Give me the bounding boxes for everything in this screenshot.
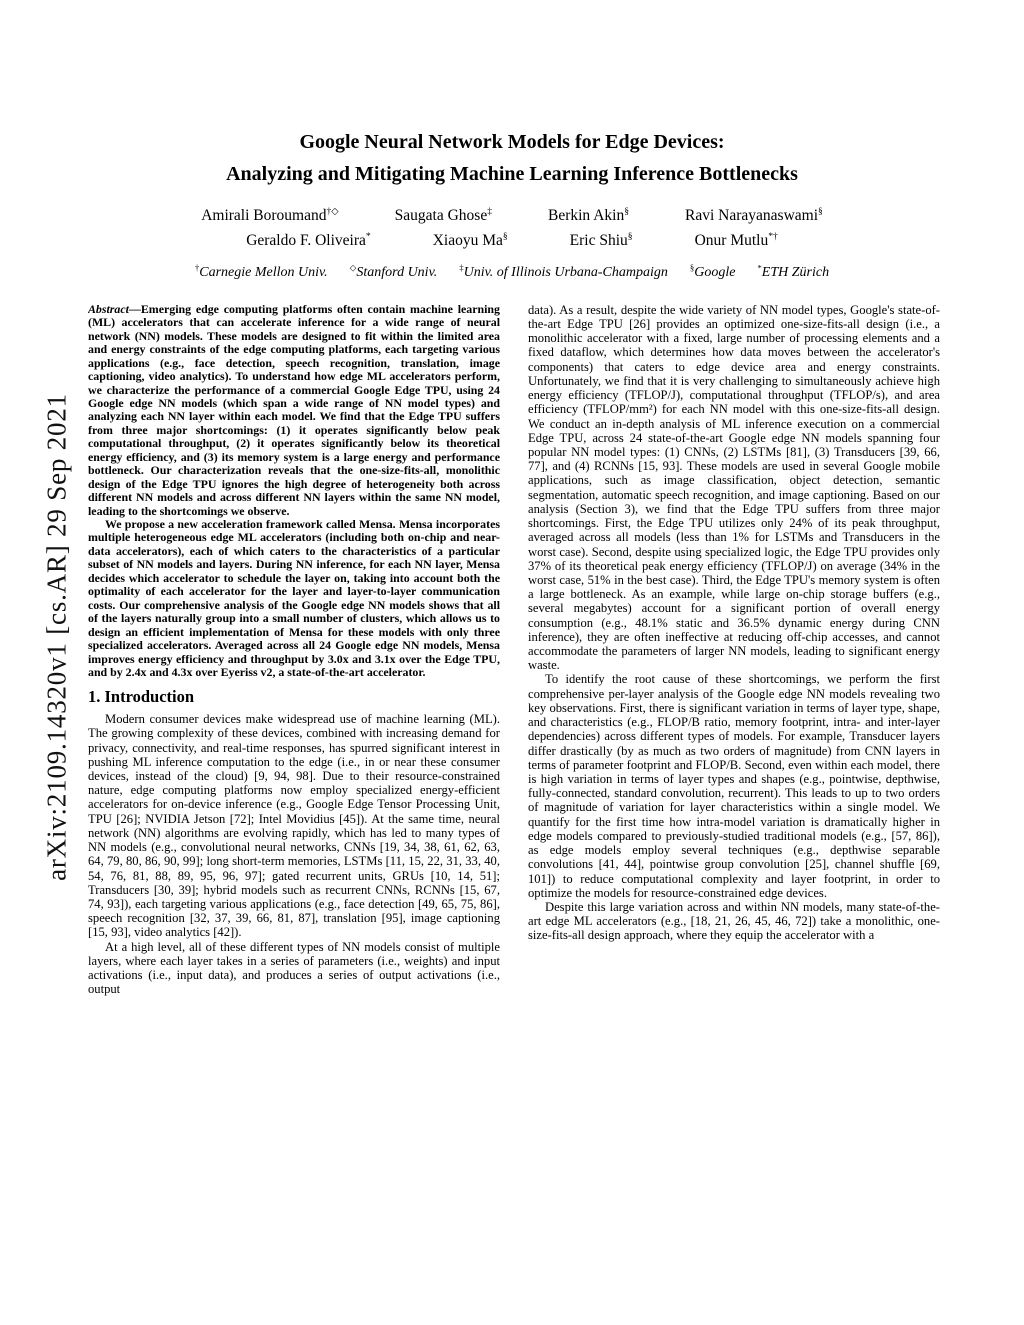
abstract-paragraph-2: We propose a new acceleration framework called Mensa. Mensa incorporates multiple heterogeneous edge ML accelerators (including both on-chip and near-data accelerators), each of which caters to the characteristics of a particular subset of NN models and layers. During NN inference, for each NN layer, Mensa decides which accelerator to schedule the layer on, taking into account both the optimality of each accelerator for the layer and layer-to-layer communication costs. Our comprehensive analysis of the Google edge NN models shows that all of the layers naturally group into a small number of clusters, which allows us to design an efficient implementation of Mensa for these models with only three specialized accelerators. Averaged across all 24 Google edge NN models, Mensa improves energy efficiency and throughput by 3.0x and 3.1x over the Edge TPU, and by 2.4x and 4.3x over Eyeriss v2, a state-of-the-art accelerator. [88,517,500,680]
section-1-heading: 1. Introduction [88,687,195,707]
author-affiliation-mark: § [818,205,823,217]
author-name: Ravi Narayanaswami [685,206,819,224]
intro-paragraph-1: Modern consumer devices make widespread use of machine learning (ML). The growing complexity of these devices, combined with increasing demand for privacy, connectivity, and real-time responses, has spurred significant interest in pushing ML inference computation to the edge (i.e., in or near these consumer devices, instead of the cloud) [9, 94, 98]. Due to their resource-constrained nature, edge computing platforms now employ specialized energy-efficient accelerators for on-device inference (e.g., Google Edge Tensor Processing Unit, TPU [26]; NVIDIA Jetson [72]; Intel Movidius [45]). At the same time, neural network (NN) algorithms are evolving rapidly, which has led to many types of NN models (e.g., convolutional neural networks, CNNs [19, 34, 38, 61, 62, 63, 64, 79, 80, 86, 90, 99]; long short-term memories, LSTMs [11, 15, 22, 31, 33, 40, 54, 76, 81, 88, 89, 95, 96, 97]; gated recurrent units, GRUs [10, 14, 51]; Transducers [30, 39]; hybrid models such as recurrent CNNs, RCNNs [15, 67, 74, 93]), each targeting various applications (e.g., face detection [49, 65, 75, 86], speech recognition [32, 37, 39, 66, 81, 87], translation [95], image captioning [15, 93], video analytics [42]). [88,712,500,940]
affiliation-name: Stanford Univ. [356,264,438,280]
abstract-paragraph-1 [88,303,500,518]
author-name: Saugata Ghose [394,206,488,224]
author [246,232,371,250]
authors-row-2 [0,232,1024,250]
affiliation-name: ETH Zürich [761,264,830,280]
two-column-body [0,303,1024,1233]
right-paragraph-2: To identify the root cause of these shortcomings, we perform the first comprehensive per-layer analysis of the Google edge NN models revealing two key observations. First, there is significant variation in terms of layer type, shape, and characteristics (e.g., FLOP/B ratio, memory footprint, intra- and inter-layer dependencies) across different types of models. For example, Transducer layers differ drastically (by as much as two orders of magnitude) from CNN layers in terms of parameter footprint and FLOP/B. Second, even within each model, there is high variation in terms of layer types and shapes (e.g., pointwise, depthwise, fully-connected, standard convolution, recurrent). This leads to up to two orders of magnitude of variation for layer characteristics within a single model. We quantify for the first time how intra-model variation is dramatically higher in edge models compared to previously-studied traditional models (e.g., [57, 86]), as edge models employ several techniques (e.g., depthwise separable convolutions [41, 44], pointwise group convolution [25], channel shuffle [69, 101]) to reduce computational complexity and layer footprint, in order to optimize the models for resource-constrained edge devices. [528,672,940,900]
affiliation [459,262,668,281]
author-name: Geraldo F. Oliveira [246,231,366,249]
affiliation-name: Univ. of Illinois Urbana-Champaign [463,264,668,280]
affiliation-name: Carnegie Mellon Univ. [199,264,328,280]
affiliations-line [0,262,1024,281]
affiliation-mark: ‡ [459,262,464,273]
affiliation-mark: ◇ [349,262,357,273]
affiliation [757,262,830,281]
author [570,232,633,250]
paper-title [0,126,1024,191]
author-name: Onur Mutlu [694,231,769,249]
author [685,207,823,225]
intro-paragraph-2: At a high level, all of these different types of NN models consist of multiple layers, where each layer takes in a series of parameters (i.e., weights) and input activations (i.e., input data), and produces a series of output activations (i.e., output [88,939,500,997]
author-affiliation-mark: * [365,230,371,242]
affiliation [689,262,736,281]
author-affiliation-mark: †◇ [326,205,339,217]
right-paragraph-1: data). As a result, despite the wide variety of NN model types, Google's state-of-the-art Edge TPU [26] provides an optimized one-size-fits-all design (i.e., a monolithic accelerator with a fixed, large number of processing elements and a fixed dataflow, which determines how data moves between the accelerator's components) that caters to edge device area and energy constraints. Unfortunately, we find that it is very challenging to simultaneously achieve high energy efficiency (TFLOP/J), computational throughput (TFLOP/s), and area efficiency (TFLOP/mm²) for each NN model with this one-size-fits-all design. We conduct an in-depth analysis of ML inference execution on a commercial Edge TPU, across 24 state-of-the-art Google edge NN models spanning four popular NN model types: (1) CNNs, (2) LSTMs [81], (3) Transducers [39, 66, 77], and (4) RCNNs [15, 93]. These models are used in several Google mobile applications, such as image classification, object detection, semantic segmentation, automatic speech recognition, and image captioning. Based on our analysis (Section 3), we find that the Edge TPU suffers from three major shortcomings. First, the Edge TPU utilizes only 24% of its peak throughput, averaged across all models (less than 1% for LSTMs and Transducers in the worst case). Second, despite using specialized logic, the Edge TPU provides only 37% of its theoretical peak energy efficiency (TFLOP/J) on average (34% in the worst case, 51% in the best case). Third, the Edge TPU's memory system is often a large bottleneck. As an example, while large on-chip storage buffers (e.g., several megabytes) account for a significant portion of overall energy consumption (e.g., 48.1% static and 36.5% dynamic energy during CNN inference), they are often ineffective at reducing off-chip accesses, and cannot accommodate the parameters of larger NN models, leading to significant energy waste. [528,302,940,673]
author-affiliation-mark: § [502,230,508,242]
affiliation-name: Google [694,264,736,280]
author-name: Eric Shiu [569,231,628,249]
author [433,232,508,250]
author-name: Berkin Akin [548,206,625,224]
paper-header [0,0,1024,281]
affiliation-mark: † [194,262,200,273]
paper-title-line-2: Analyzing and Mitigating Machine Learning Inference Bottlenecks [226,163,798,186]
abstract-text-1: Emerging edge computing platforms often contain machine learning (ML) accelerators that can accelerate inference for a wide range of neural network (NN) models. These models are designed to fit within the limited area and energy constraints of the edge computing platforms, each targeting various applications (e.g., face detection, speech recognition, translation, image captioning, video analytics). To understand how edge ML accelerators perform, we characterize the performance of a commercial Google Edge TPU, using 24 Google edge NN models (which span a wide range of NN model types) and analyzing each NN layer within each model. We find that the Edge TPU suffers from three major shortcomings: (1) it operates significantly below peak computational throughput, (2) it operates significantly below its theoretical energy efficiency, and (3) its memory system is a large energy and performance bottleneck. Our characterization reveals that the one-size-fits-all, monolithic design of the Edge TPU ignores the high degree of heterogeneity both across different NN models and across different NN layers within the same NN model, leading to the shortcomings we observe. [88,302,500,518]
author [548,207,629,225]
author [395,207,492,225]
author-affiliation-mark: *† [768,230,778,242]
right-column [528,303,940,1233]
author-affiliation-mark: § [627,230,633,242]
abstract-label: Abstract— [88,302,141,316]
left-column [88,303,500,1233]
author [201,207,338,225]
author-affiliation-mark: ‡ [487,205,492,217]
affiliation [349,262,438,281]
author-name: Amirali Boroumand [201,206,327,224]
affiliation-mark: § [689,262,695,273]
right-paragraph-3: Despite this large variation across and within NN models, many state-of-the-art edge ML accelerators (e.g., [18, 21, 26, 45, 46, 72]) take a monolithic, one-size-fits-all design approach, where they equip the accelerator with a [528,899,940,943]
affiliation-mark: * [757,262,762,273]
arxiv-watermark: arXiv:2109.14320v1 [cs.AR] 29 Sep 2021 [41,393,72,881]
authors-row-1 [0,207,1024,225]
author [695,232,778,250]
author-name: Xiaoyu Ma [432,231,503,249]
affiliation [194,262,328,281]
author-affiliation-mark: § [624,205,630,217]
paper-title-line-1: Google Neural Network Models for Edge Devices: [299,131,725,153]
